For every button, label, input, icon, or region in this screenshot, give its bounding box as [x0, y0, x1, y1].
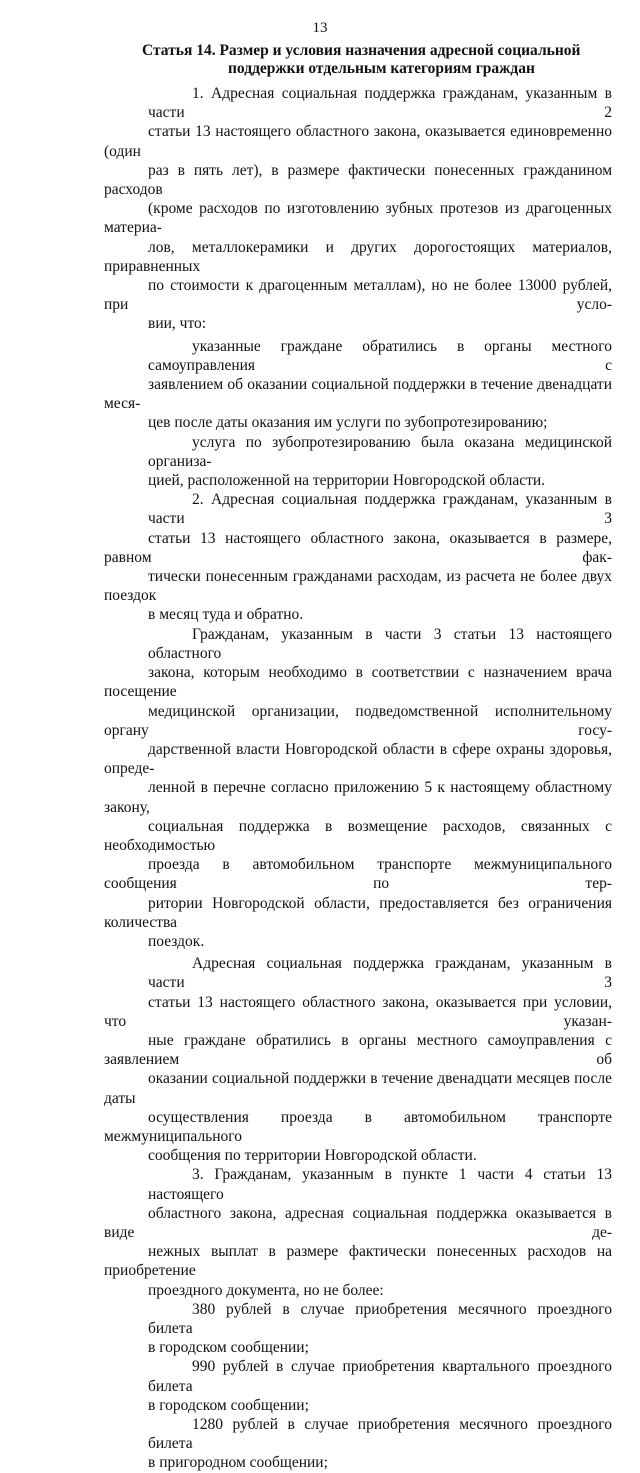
- paragraph-line: указанные граждане обратились в органы местного самоуправления с: [148, 337, 612, 374]
- paragraph-line: в городском сообщении;: [148, 1396, 309, 1414]
- paragraph-8: [104, 1300, 612, 1358]
- paragraph-line: по стоимости к драгоценным металлам), но не более 13000 рублей, при усло-: [104, 277, 612, 314]
- paragraph-line: ные граждане обратились в органы местного самоуправления с заявлением об: [104, 1031, 612, 1069]
- paragraph-line: вии, что:: [148, 315, 207, 333]
- paragraph-6: [104, 954, 612, 1165]
- paragraph-line: услуга по зубопротезированию была оказана медицинской организа-: [148, 433, 612, 470]
- paragraph-line: 380 рублей в случае приобретения месячного проездного билета: [148, 1300, 612, 1337]
- article-body: [104, 84, 612, 1473]
- paragraph-line: медицинской организации, подведомственной исполнительному органу госу-: [104, 702, 612, 739]
- paragraph-line: ритории Новгородской области, предоставляется без ограничения количества: [104, 894, 612, 931]
- paragraph-10: [104, 1415, 612, 1473]
- paragraph-line: статьи 13 настоящего областного закона, оказывается в размере, равном фак-: [104, 529, 612, 566]
- paragraph-line: проезда в автомобильном транспорте межмуниципального сообщения по тер-: [104, 856, 612, 893]
- paragraph-line: 1. Адресная социальная поддержка гражданам, указанным в части 2: [148, 85, 612, 122]
- paragraph-line: ленной в перечне согласно приложению 5 к настоящему областному закону,: [104, 779, 612, 816]
- paragraph-line: тически понесенным гражданами расходам, из расчета не более двух поездок: [104, 568, 612, 605]
- paragraph-line: областного закона, адресная социальная поддержка оказывается в виде де-: [104, 1204, 612, 1241]
- paragraph-3: [104, 433, 612, 491]
- article-heading-line-1: Статья 14. Размер и условия назначения адресной социальной: [142, 42, 581, 59]
- paragraph-line: цев после даты оказания им услуги по зубопротезированию;: [148, 414, 548, 432]
- paragraph-7: [104, 1165, 612, 1299]
- paragraph-4: [104, 490, 612, 624]
- paragraph-line: Адресная социальная поддержка гражданам, указанным в части 3: [148, 955, 612, 992]
- article-heading-line-2: поддержки отдельным категориям граждан: [228, 60, 535, 77]
- paragraph-line: раз в пять лет), в размере фактически понесенных гражданином расходов: [104, 161, 612, 199]
- paragraph-line: заявлением об оказании социальной поддержки в течение двенадцати меся-: [104, 376, 612, 413]
- paragraph-line: в городском сообщении;: [148, 1339, 309, 1357]
- paragraph-line: закона, которым необходимо в соответствии с назначением врача посещение: [104, 664, 612, 701]
- paragraph-line: сообщения по территории Новгородской области.: [148, 1147, 477, 1165]
- paragraph-line: статьи 13 настоящего областного закона, оказывается единовременно (один: [104, 123, 612, 160]
- article-heading: [104, 42, 612, 78]
- paragraph-9: [104, 1357, 612, 1415]
- paragraph-line: 2. Адресная социальная поддержка гражданам, указанным в части 3: [148, 491, 612, 528]
- paragraph-line: в месяц туда и обратно.: [148, 606, 304, 624]
- paragraph-line: 3. Гражданам, указанным в пункте 1 части 4 статьи 13 настоящего: [148, 1166, 612, 1203]
- paragraph-line: оказании социальной поддержки в течение двенадцати месяцев после даты: [104, 1070, 612, 1107]
- paragraph-line: осуществления проезда в автомобильном транспорте межмуниципального: [104, 1108, 612, 1145]
- paragraph-line: поездок.: [148, 932, 205, 950]
- paragraph-line: Гражданам, указанным в части 3 статьи 13 настоящего областного: [148, 625, 612, 662]
- paragraph-line: 1280 рублей в случае приобретения месячного проездного билета: [148, 1416, 612, 1453]
- paragraph-2: [104, 337, 612, 433]
- paragraph-line: в пригородном сообщении;: [148, 1454, 328, 1472]
- paragraph-line: проездного документа, но не более:: [148, 1281, 384, 1299]
- paragraph-line: социальная поддержка в возмещение расходов, связанных с необходимостью: [104, 817, 612, 854]
- paragraph-1: [104, 84, 612, 334]
- paragraph-5: [104, 625, 612, 951]
- paragraph-line: цией, расположенной на территории Новгородской области.: [148, 472, 546, 490]
- paragraph-line: лов, металлокерамики и других дорогостоящих материалов, приравненных: [104, 238, 612, 275]
- paragraph-line: статьи 13 настоящего областного закона, оказывается при условии, что указан-: [104, 993, 612, 1030]
- page-number: 13: [312, 20, 328, 36]
- paragraph-line: нежных выплат в размере фактически понесенных расходов на приобретение: [104, 1243, 612, 1280]
- paragraph-line: дарственной власти Новгородской области в сфере охраны здоровья, опреде-: [104, 740, 612, 778]
- paragraph-line: 990 рублей в случае приобретения квартального проездного билета: [148, 1358, 612, 1395]
- paragraph-line: (кроме расходов по изготовлению зубных протезов из драгоценных материа-: [104, 200, 612, 237]
